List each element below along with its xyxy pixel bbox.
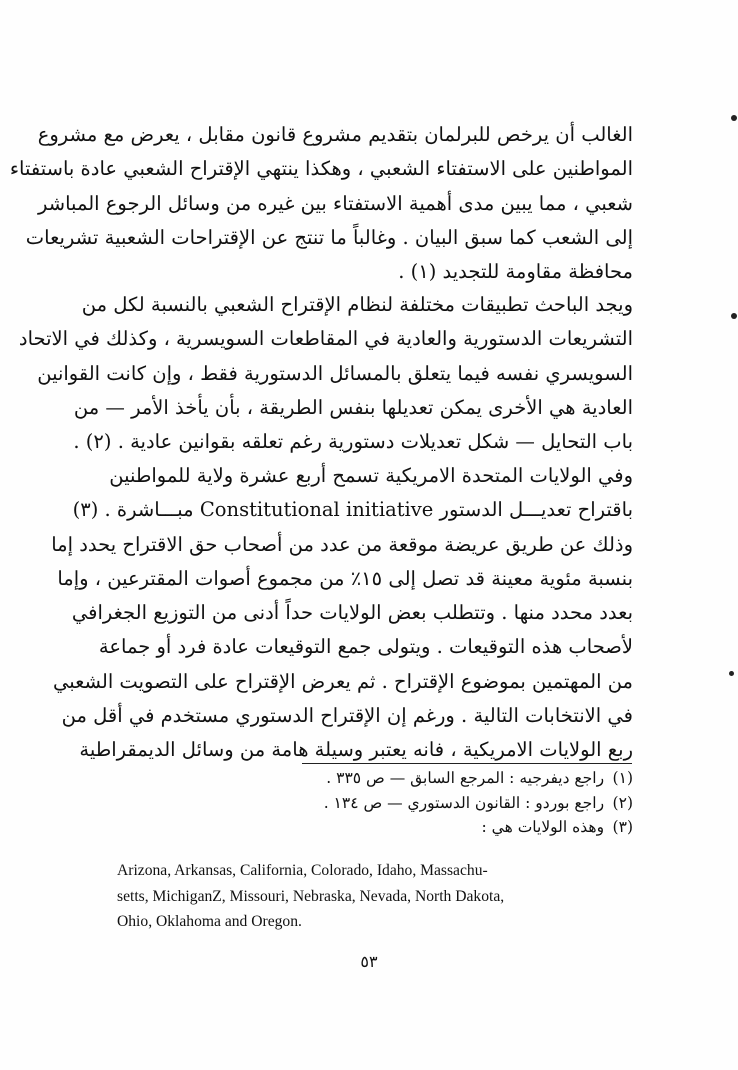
footnote-number: (٣) (612, 818, 633, 836)
footnote-number: (١) (612, 769, 633, 787)
text-line: بعدد محدد منها . وتتطلب بعض الولايات حداً أدنى من التوزيع الجغرافي (71, 601, 633, 625)
text-line: التشريعات الدستورية والعادية في المقاطعات السويسرية ، وكذلك في الاتحاد (18, 327, 633, 351)
margin-mark (729, 671, 734, 676)
text-line: السويسري نفسه فيما يتعلق بالمسائل الدستورية فقط ، وإن كانت القوانين (37, 361, 633, 385)
text-line: المواطنين على الاستفتاء الشعبي ، وهكذا ينتهي الإقتراح الشعبي عادة باستفتاء (9, 157, 633, 181)
footnote-text: راجع بوردو : القانون الدستوري — ص ١٣٤ . (323, 793, 605, 812)
text-line: من المهتمين بموضوع الإقتراح . ثم يعرض الإقتراح على التصويت الشعبي (52, 669, 633, 693)
text-line: شعبي ، مما يبين مدى أهمية الاستفتاء بين غيره من وسائل الرجوع المباشر (38, 191, 633, 215)
text-line: باقتراح تعديـــل الدستور Constitutional initiative مبـــاشرة . (٣) (72, 498, 633, 522)
footnote (113, 766, 633, 791)
states-line: setts, MichiganZ, Missouri, Nebraska, Nevada, North Dakota, (117, 887, 505, 905)
footnote (113, 815, 633, 840)
text-line: العادية هي الأخرى يمكن تعديلها بنفس الطريقة ، بأن يأخذ الأمر — من (73, 395, 633, 419)
text-line: ربع الولايات الامريكية ، فانه يعتبر وسيلة هامة من وسائل الديمقراطية (79, 738, 633, 762)
text-line: بنسبة مئوية معينة قد تصل إلى ١٥٪ من مجموع أصوات المقترعين ، وإما (57, 566, 633, 590)
footnote-divider (302, 763, 632, 764)
footnotes (113, 766, 633, 840)
page-number: ٥٣ (360, 952, 378, 971)
footnote (113, 791, 633, 816)
paragraph-1 (9, 118, 633, 289)
text-line: الغالب أن يرخص للبرلمان بتقديم مشروع قانون مقابل ، يعرض مع مشروع (37, 123, 633, 146)
footnote-number: (٢) (612, 793, 633, 812)
states-line: Ohio, Oklahoma and Oregon. (117, 913, 302, 930)
margin-mark (731, 313, 737, 319)
margin-mark (731, 115, 737, 121)
paragraph-2 (18, 288, 633, 459)
text-line: باب التحايل — شكل تعديلات دستورية رغم تعلقه بقوانين عادية . (٢) . (73, 430, 633, 454)
footnote-text: وهذه الولايات هي : (481, 818, 605, 836)
text-line: لأصحاب هذه التوقيعات . ويتولى جمع التوقيعات عادة فرد أو جماعة (98, 635, 633, 659)
text-line: إلى الشعب كما سبق البيان . وغالباً ما تنتج عن الإقتراحات الشعبية تشريعات (25, 225, 633, 249)
states-line: Arizona, Arkansas, California, Colorado, Idaho, Massachu- (117, 862, 488, 879)
paragraph-3 (51, 459, 633, 768)
states-list (117, 858, 597, 935)
text-line: وذلك عن طريق عريضة موقعة من عدد من أصحاب حق الاقتراح يحدد إما (51, 532, 633, 556)
footnote-text: راجع ديفرجيه : المرجع السابق — ص ٣٣٥ . (326, 769, 605, 787)
text-line: ويجد الباحث تطبيقات مختلفة لنظام الإقتراح الشعبي بالنسبة لكل من (81, 293, 633, 316)
text-line: وفي الولايات المتحدة الامريكية تسمح أربع عشرة ولاية للمواطنين (109, 464, 633, 487)
text-line: محافظة مقاومة للتجديد (١) . (398, 260, 633, 284)
text-line: في الانتخابات التالية . ورغم إن الإقتراح الدستوري مستخدم في أقل من (61, 704, 633, 728)
